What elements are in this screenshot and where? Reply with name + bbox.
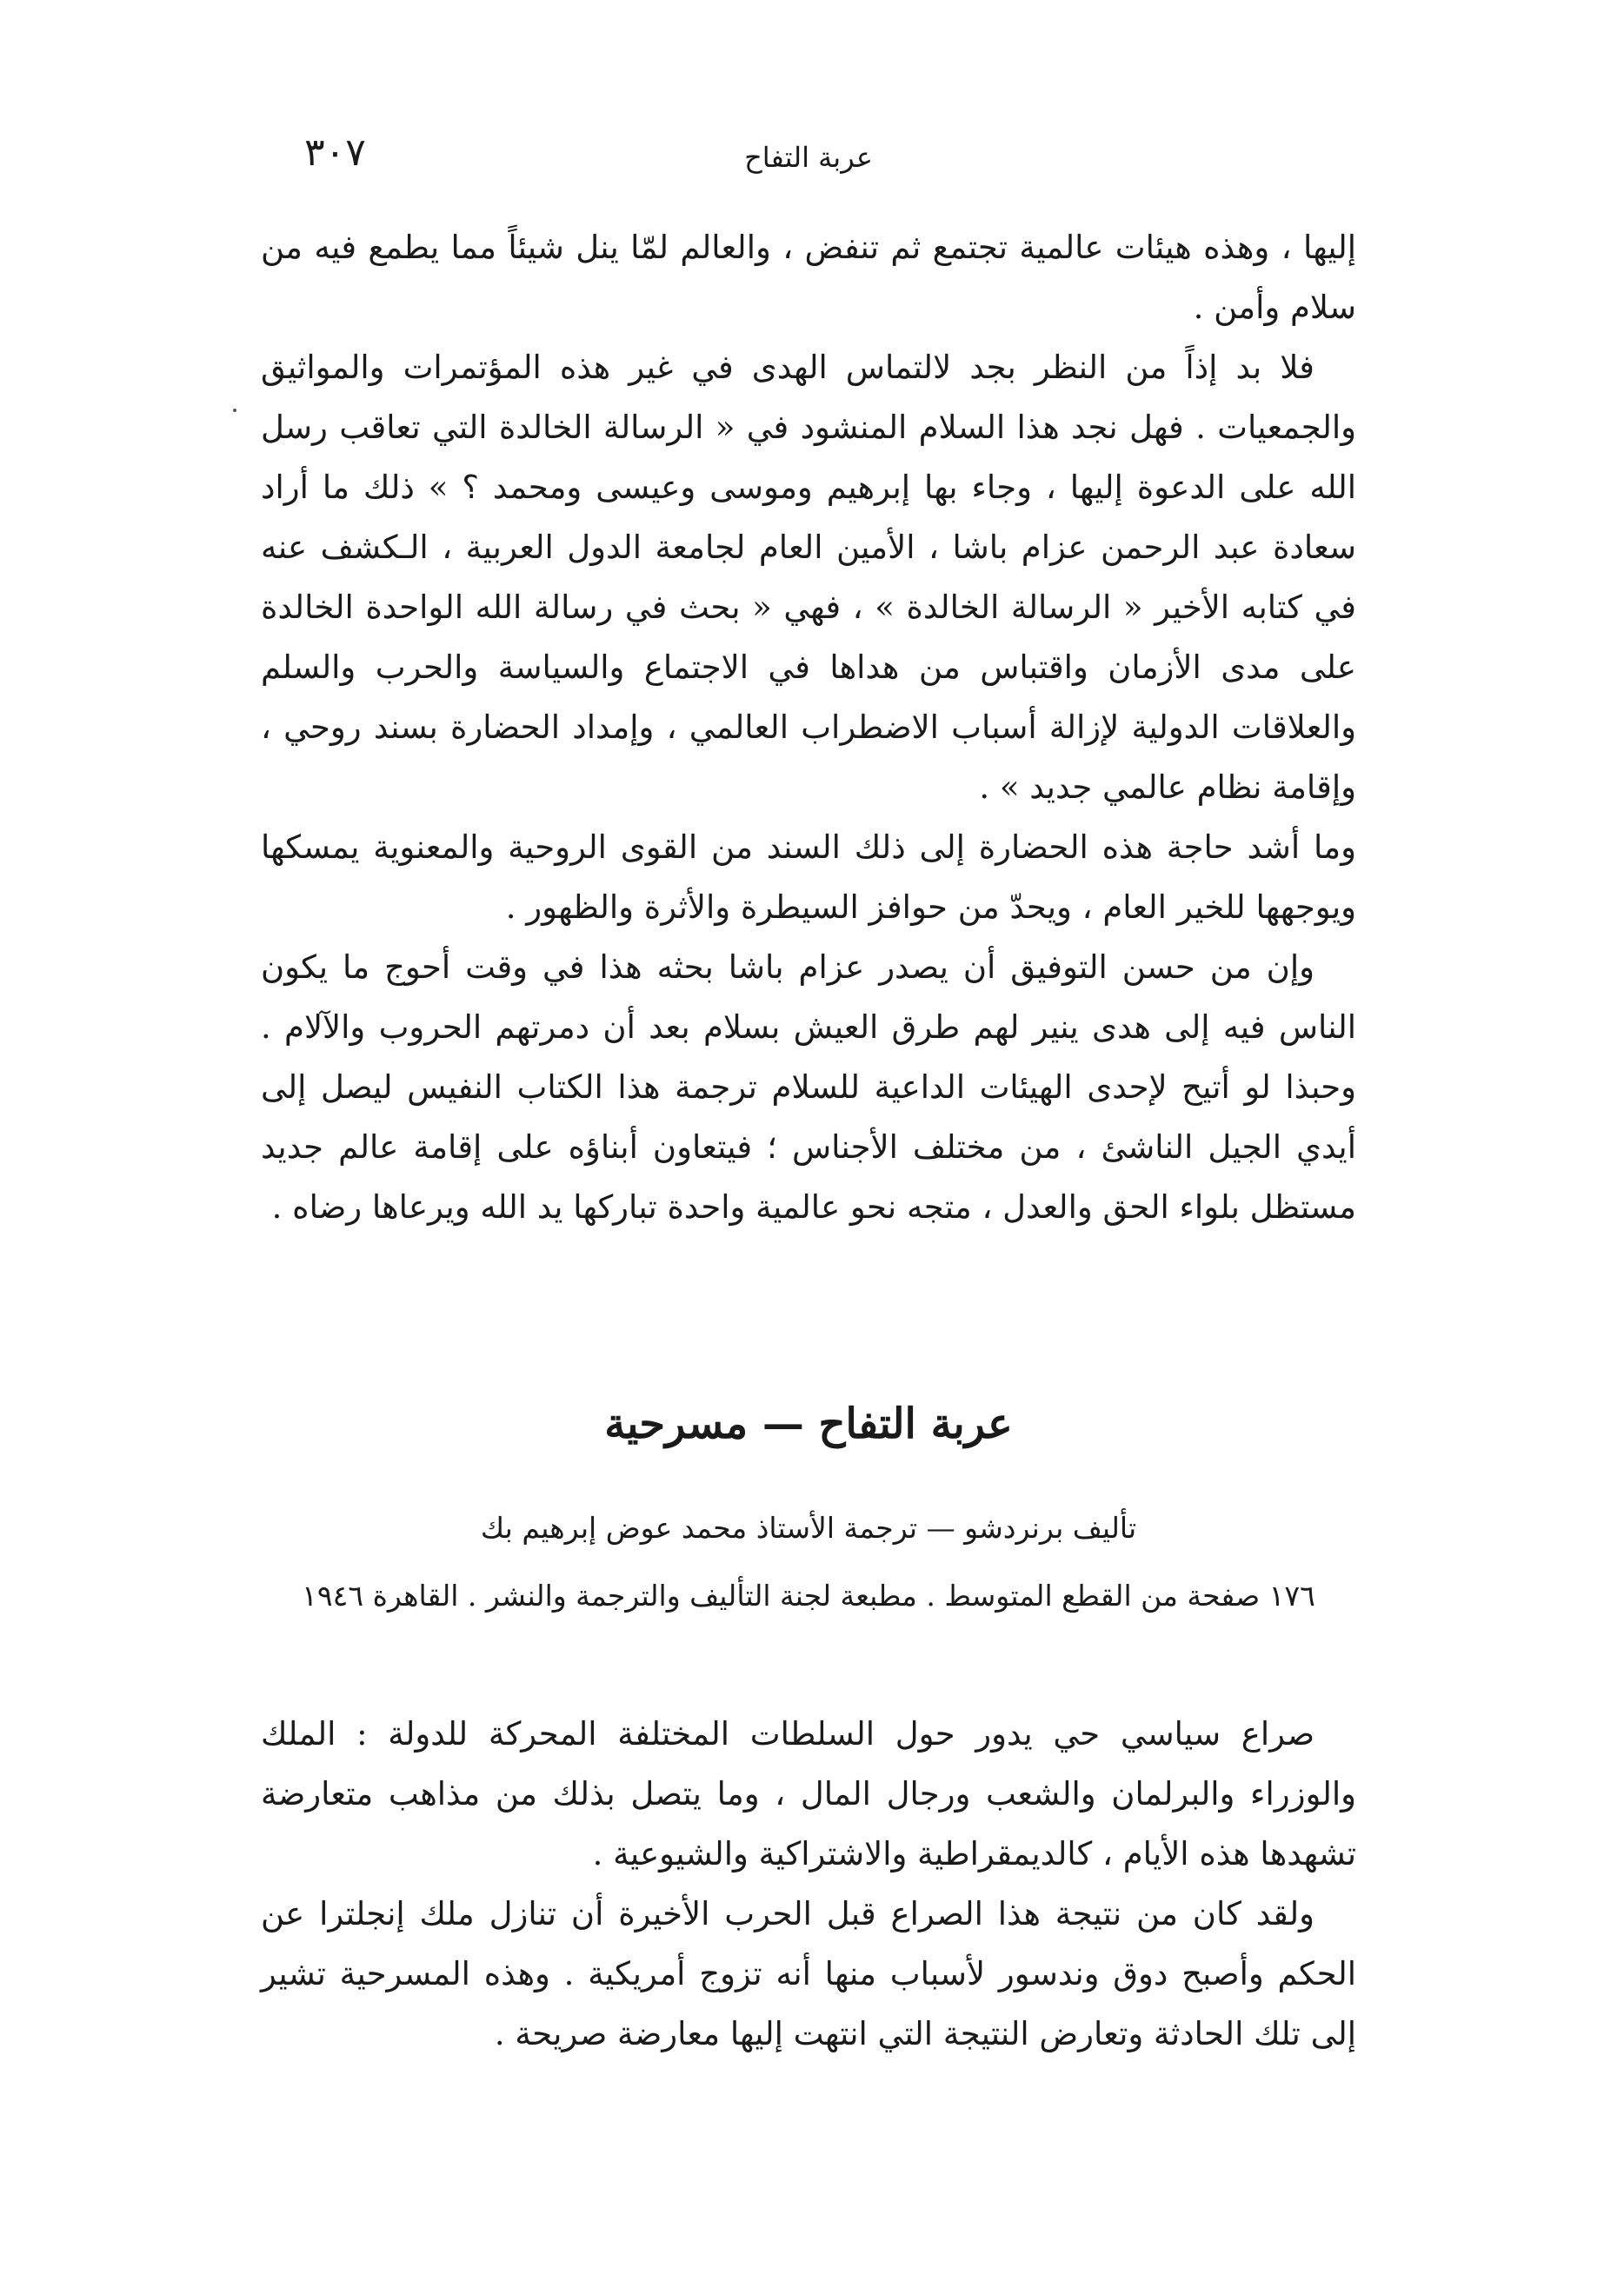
review-title: عربة التفاح — مسرحية — [604, 1400, 1013, 1448]
paragraph: ولقد كان من نتيجة هذا الصراع قبل الحرب الأخيرة أن تنازل ملك إنجلترا عن الحكم وأصبح دوق وندسور لأسباب منها أنه تزوج أمريكية . وهذه المسرحية تشير إلى تلك الحادثة وتعارض النتيجة التي انتهت إليها معارضة صريحة . — [261, 1895, 1356, 2052]
essay-text — [261, 217, 1356, 1237]
review-text — [261, 1704, 1356, 2064]
paragraph: إليها ، وهذه هيئات عالمية تجتمع ثم تنفض ، والعالم لمّا ينل شيئاً مما يطمع فيه من سلام وأمن . — [261, 229, 1356, 326]
paragraph: وإن من حسن التوفيق أن يصدر عزام باشا بحثه هذا في وقت أحوج ما يكون الناس فيه إلى هدى ينير لهم طرق العيش بسلام بعد أن دمرتهم الحروب والآلام . وحبذا لو أتيح لإحدى الهيئات الداعية للسلام ترجمة هذا الكتاب النفيس ليصل إلى أيدي الجيل الناشئ ، من مختلف الأجناس ؛ فيتعاون أبناؤه على إقامة عالم جديد مستظل بلواء الحق والعدل ، متجه نحو عالمية واحدة تباركها يد الله ويرعاها رضاه . — [261, 948, 1356, 1226]
paragraph: صراع سياسي حي يدور حول السلطات المختلفة المحركة للدولة : الملك والوزراء والبرلمان والشعب ورجال المال ، وما يتصل بذلك من مذاهب متعارضة تشهدها هذه الأيام ، كالديمقراطية والاشتراكية والشيوعية . — [261, 1715, 1356, 1873]
running-title: عربة التفاح — [744, 141, 873, 174]
page-header — [261, 130, 1356, 191]
paragraph: وما أشد حاجة هذه الحضارة إلى ذلك السند من القوى الروحية والمعنوية يمسكها ويوجهها للخير العام ، ويحدّ من حوافز السيطرة والأثرة والظهور . — [261, 828, 1356, 926]
review-byline: تأليف برنردشو — ترجمة الأستاذ محمد عوض إبرهيم بك — [480, 1511, 1137, 1545]
paragraph: فلا بد إذاً من النظر بجد لالتماس الهدى في غير هذه المؤتمرات والمواثيق والجمعيات . فهل نجد هذا السلام المنشود في « الرسالة الخالدة التي تعاقب رسل الله على الدعوة إليها ، وجاء بها إبرهيم وموسى وعيسى ومحمد ؟ » ذلك ما أراد سعادة عبد الرحمن عزام باشا ، الأمين العام لجامعة الدول العربية ، الـكشف عنه في كتابه الأخير « الرسالة الخالدة » ، فهي « بحث في رسالة الله الواحدة الخالدة على مدى الأزمان واقتباس من هداها في الاجتماع والسياسة والحرب والسلم والعلاقات الدولية لإزالة أسباب الاضطراب العالمي ، وإمداد الحضارة بسند روحي ، وإقامة نظام عالمي جديد » . — [261, 349, 1356, 806]
page-number: ٣٠٧ — [304, 130, 366, 175]
publication-info: ١٧٦ صفحة من القطع المتوسط . مطبعة لجنة التأليف والترجمة والنشر . القاهرة ١٩٤٦ — [302, 1579, 1315, 1613]
ink-speck — [233, 409, 236, 412]
